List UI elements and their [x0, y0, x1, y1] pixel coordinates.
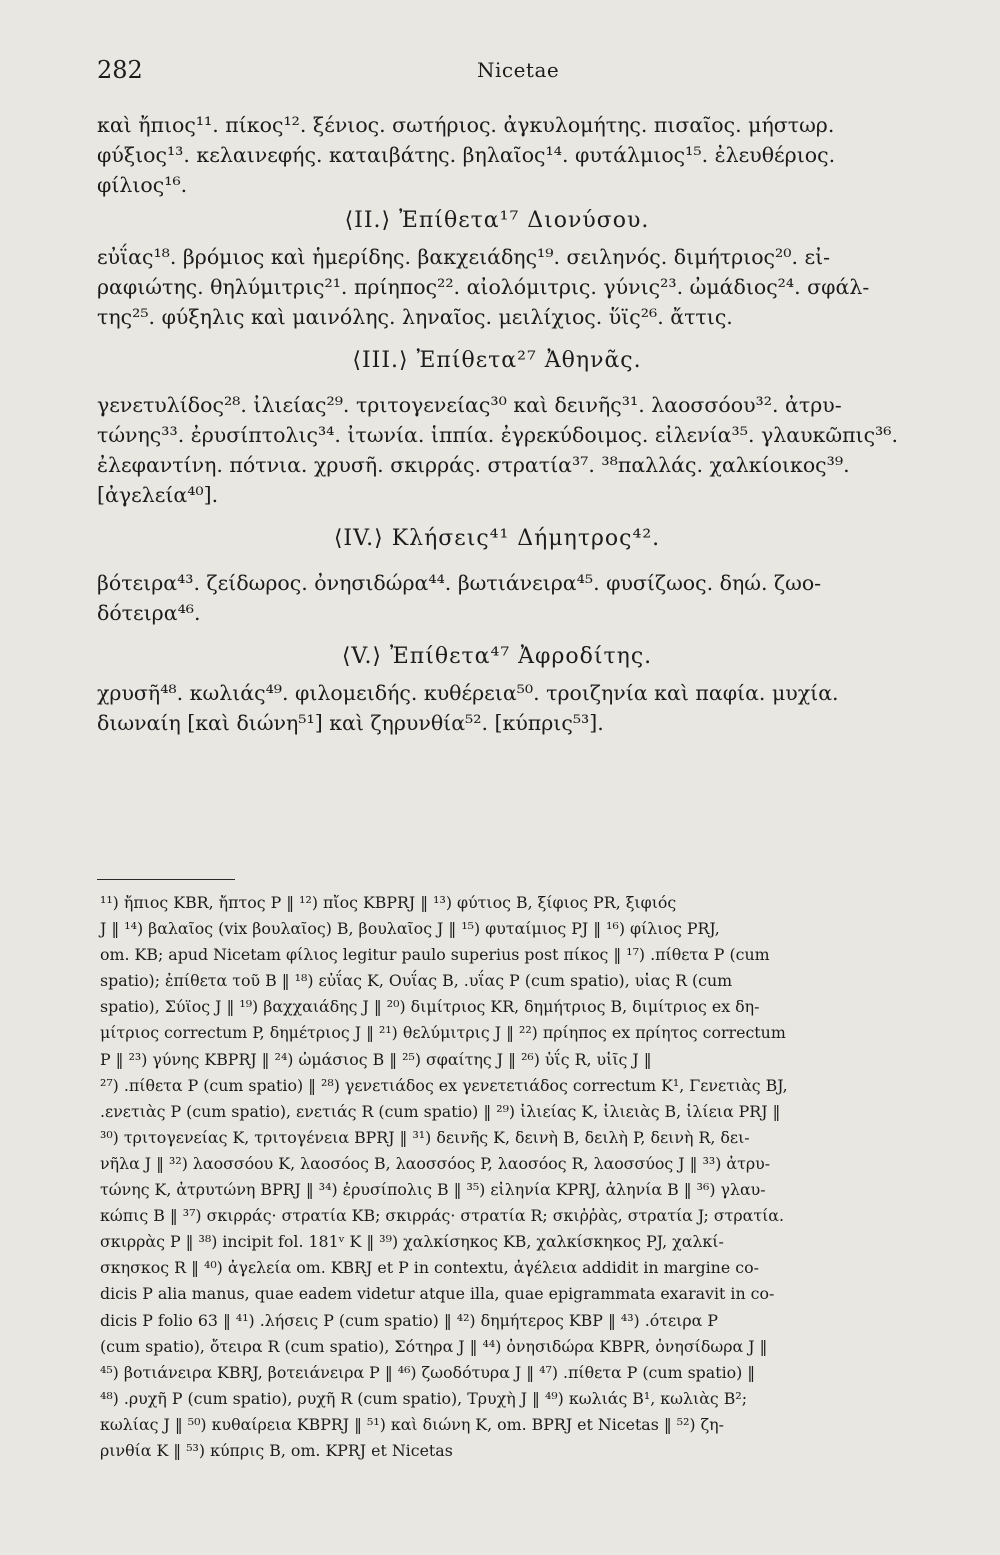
main-text — [97, 110, 897, 738]
footnote-line: μίτριος correctum P, δημέτριος J ‖ ²¹) θελύμιτρις J ‖ ²²) πρίηπος ex πρίητος correctum — [100, 1023, 786, 1043]
text-line: γενετυλίδος²⁸. ἰλιείας²⁹. τριτογενείας³⁰ καὶ δεινῆς³¹. λαοσσόου³². ἀτρυ- — [97, 393, 842, 417]
text-line: χρυσῆ⁴⁸. κωλιάς⁴⁹. φιλομειδής. κυθέρεια⁵⁰. τροιζηνία καὶ παφία. μυχία. — [97, 681, 839, 705]
footnote-line: om. KB; apud Nicetam φίλιος legitur paulo superius post πίκος ‖ ¹⁷) .πίθετα P (cum — [100, 945, 770, 965]
footnote-rule — [97, 879, 235, 880]
section-heading: ⟨V.⟩ Ἐπίθετα⁴⁷ Ἀφροδίτης. — [341, 644, 653, 669]
text-line: ἐλεφαντίνη. πότνια. χρυσῆ. σκιρράς. στρατία³⁷. ³⁸παλλάς. χαλκίοικος³⁹. — [97, 453, 850, 477]
text-line: ραφιώτης. θηλύμιτρις²¹. πρίηπος²². αἰολόμιτρις. γύνις²³. ὠμάδιος²⁴. σφάλ- — [97, 275, 870, 299]
footnote-line: J ‖ ¹⁴) βαλαῖος (vix βουλαῖος) B, βουλαῖος J ‖ ¹⁵) φυταίμιος PJ ‖ ¹⁶) φίλιος PRJ, — [100, 919, 720, 939]
footnote-line: spatio), Σύϊος J ‖ ¹⁹) βαχχαιάδης J ‖ ²⁰) διμίτριος KR, δημήτριος B, διμίτριος ex δη- — [100, 997, 760, 1017]
footnote-line: κώπις B ‖ ³⁷) σκιρράς· στρατία KB; σκιρράς· στρατία R; σκιῤῥὰς, στρατία J; στρατία. — [100, 1206, 784, 1226]
footnote-line: σκιρρὰς P ‖ ³⁸) incipit fol. 181ᵛ K ‖ ³⁹) χαλκίσηκος KB, χαλκίσκηκος PJ, χαλκί- — [100, 1232, 724, 1252]
page-header — [97, 56, 897, 86]
text-line: δότειρα⁴⁶. — [97, 601, 201, 625]
page-number: 282 — [97, 56, 143, 84]
footnotes — [100, 890, 898, 1464]
text-line: βότειρα⁴³. ζείδωρος. ὀνησιδώρα⁴⁴. βωτιάνειρα⁴⁵. φυσίζωος. δηώ. ζωο- — [97, 571, 822, 595]
footnote-line: spatio); ἐπίθετα τοῦ B ‖ ¹⁸) εὐΐας K, Ουΐας B, .υΐας P (cum spatio), υἱας R (cum — [100, 971, 733, 991]
running-head: Nicetae — [477, 58, 560, 82]
footnote-line: (cum spatio), ὄτειρα R (cum spatio), Σότηρα J ‖ ⁴⁴) ὀνησιδώρα KBPR, ὀνησίδωρα J ‖ — [100, 1336, 768, 1356]
text-line: [ἀγελεία⁴⁰]. — [97, 483, 219, 507]
text-line: καὶ ἤπιος¹¹. πίκος¹². ξένιος. σωτήριος. ἀγκυλομήτης. πισαῖος. μήστωρ. — [97, 113, 835, 137]
footnote-line: dicis P alia manus, quae eadem videtur atque illa, quae epigrammata exaravit in co- — [100, 1284, 775, 1304]
text-line: φίλιος¹⁶. — [97, 173, 188, 197]
section-heading: ⟨IV.⟩ Κλήσεις⁴¹ Δήμητρος⁴². — [333, 526, 661, 551]
section-heading: ⟨III.⟩ Ἐπίθετα²⁷ Ἀθηνᾶς. — [352, 348, 642, 373]
footnote-line: ρινθία K ‖ ⁵³) κύπρις B, om. KPRJ et Nicetas — [100, 1440, 453, 1460]
section-heading: ⟨II.⟩ Ἐπίθετα¹⁷ Διονύσου. — [344, 208, 650, 233]
footnote-line: ³⁰) τριτογενείας K, τριτογένεια BPRJ ‖ ³¹) δεινῆς K, δεινὴ B, δειλὴ P, δεινὴ R, δει- — [100, 1127, 750, 1147]
footnote-line: P ‖ ²³) γύνης KBPRJ ‖ ²⁴) ὠμάσιος B ‖ ²⁵) σφαίτης J ‖ ²⁶) ὑΐς R, υἱῖς J ‖ — [100, 1049, 652, 1069]
footnote-line: ¹¹) ἤπιος KBR, ἤπτος P ‖ ¹²) πἴος KBPRJ ‖ ¹³) φύτιος B, ξίφιος PR, ξιφιός — [100, 893, 677, 912]
footnote-line: ⁴⁸) .ρυχῆ P (cum spatio), ρυχῆ R (cum spatio), Τρυχὴ J ‖ ⁴⁹) κωλιάς B¹, κωλιὰς B²; — [100, 1388, 748, 1408]
footnote-line: σκησκος R ‖ ⁴⁰) ἀγελεία om. KBRJ et P in contextu, ἀγέλεια addidit in margine co- — [100, 1258, 759, 1278]
footnote-line: κωλίας J ‖ ⁵⁰) κυθαίρεια KBPRJ ‖ ⁵¹) καὶ διώνη K, om. BPRJ et Nicetas ‖ ⁵²) ζη- — [100, 1414, 724, 1434]
text-line: φύξιος¹³. κελαινεφής. καταιβάτης. βηλαῖος¹⁴. φυτάλμιος¹⁵. ἐλευθέριος. — [97, 143, 836, 167]
text-line: της²⁵. φύξηλις καὶ μαινόλης. ληναῖος. μειλίχιος. ὕϊς²⁶. ἄττις. — [97, 305, 733, 329]
footnote-line: ⁴⁵) βοτιάνειρα KBRJ, βοτειάνειρα P ‖ ⁴⁶) ζωοδότυρα J ‖ ⁴⁷) .πίθετα P (cum spatio) ‖ — [100, 1362, 756, 1382]
text-line: εὐΐας¹⁸. βρόμιος καὶ ἡμερίδης. βακχειάδης¹⁹. σειληνός. διμήτριος²⁰. εἰ- — [97, 245, 831, 269]
footnote-line: dicis P folio 63 ‖ ⁴¹) .λήσεις P (cum spatio) ‖ ⁴²) δημήτερος KBP ‖ ⁴³) .ότειρα P — [100, 1310, 718, 1330]
footnote-line: .ενετιὰς P (cum spatio), ενετιάς R (cum spatio) ‖ ²⁹) ἰλιείας K, ἰλιειὰς B, ἰλίεια PRJ ‖ — [100, 1101, 781, 1121]
text-line: διωναίη [καὶ διώνη⁵¹] καὶ ζηρυνθία⁵². [κύπρις⁵³]. — [97, 711, 604, 735]
footnote-line: ²⁷) .πίθετα P (cum spatio) ‖ ²⁸) γενετιάδος ex γενετετιάδος correctum K¹, Γενετιὰς BJ, — [100, 1075, 788, 1095]
footnote-line: τώνης K, ἀτρυτώνη BPRJ ‖ ³⁴) ἐρυσίπολις B ‖ ³⁵) εἰληνία KPRJ, ἀληνία B ‖ ³⁶) γλαυ- — [100, 1180, 766, 1200]
text-line: τώνης³³. ἐρυσίπτολις³⁴. ἰτωνία. ἱππία. ἐγρεκύδοιμος. εἰλενία³⁵. γλαυκῶπις³⁶. — [97, 423, 899, 447]
footnote-line: νῆλα J ‖ ³²) λαοσσόου K, λαοσόος B, λαοσσόος P, λαοσόος R, λαοσσύος J ‖ ³³) ἀτρυ- — [100, 1153, 771, 1173]
